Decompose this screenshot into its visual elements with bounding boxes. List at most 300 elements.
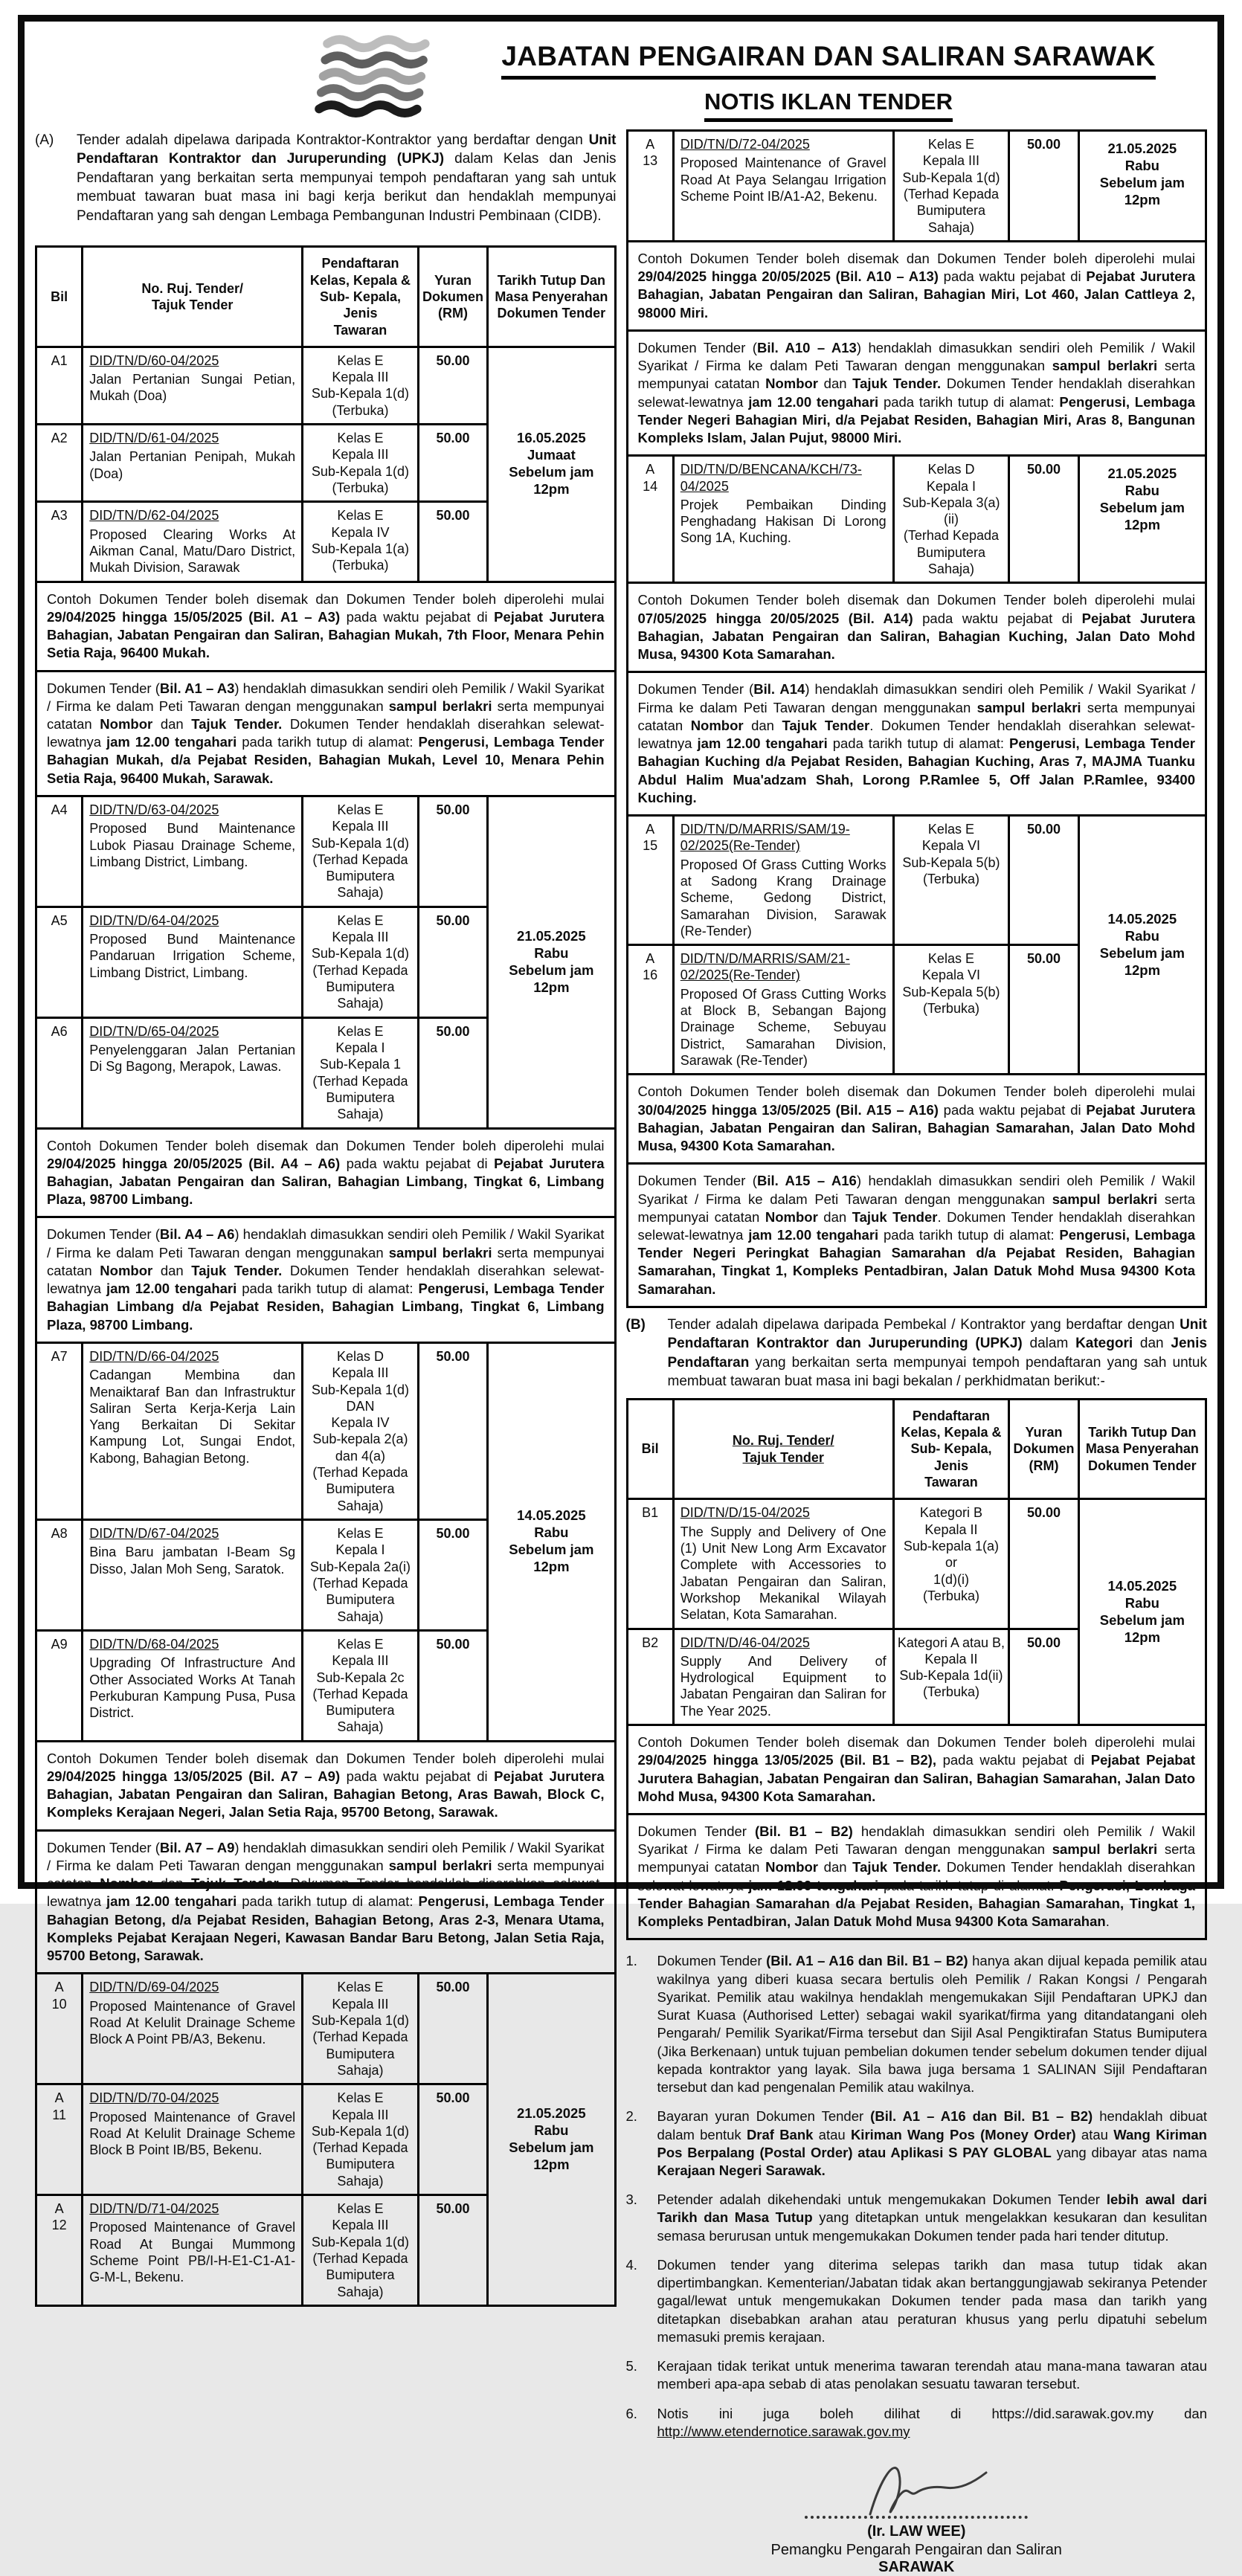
text-segment: pada tarikh tutup di alamat: xyxy=(878,393,1060,410)
signatory-organisation: SARAWAK xyxy=(878,2559,955,2576)
text-segment: pada waktu pejabat di xyxy=(340,608,495,625)
registration-line: Kepala I xyxy=(335,1542,385,1558)
ref-cell xyxy=(83,1017,303,1128)
text-segment: pada waktu pejabat di xyxy=(913,610,1082,626)
closing-date-line: Sebelum jam 12pm xyxy=(1099,1611,1185,1645)
registration-line: Sub-Kepala 2c xyxy=(316,1669,405,1685)
agency-title: JABATAN PENGAIRAN DAN SALIRAN SARAWAK xyxy=(501,41,1155,80)
text-segment: Contoh Dokumen Tender boleh disemak dan Dokumen Tender boleh diperolehi mulai xyxy=(47,1750,605,1766)
text-segment: Dokumen Tender hendaklah diserahkan selewat-lewatnya xyxy=(47,715,605,750)
registration-line: Kepala I xyxy=(926,478,976,494)
registration-line: Kepala III xyxy=(332,2218,389,2233)
closing-date-line: Sebelum jam 12pm xyxy=(1099,944,1185,978)
fee-cell: 50.00 xyxy=(1009,1629,1078,1725)
header-line: Tarikh Tutup Dan xyxy=(1088,1425,1197,1440)
text-segment: dan xyxy=(1133,1336,1171,1352)
masthead-titles xyxy=(450,33,1207,122)
text-segment: jam 12.00 tengahari xyxy=(748,393,879,410)
ref-cell xyxy=(673,1499,893,1629)
bil-cell xyxy=(36,1520,83,1631)
tender-ref-number: DID/TN/D/MARRIS/SAM/21-02/2025(Re-Tender) xyxy=(680,951,850,983)
registration-line: (Terhad Kepada xyxy=(312,1073,408,1089)
text-segment: Dokumen Tender hendaklah diserahkan selewat-lewatnya xyxy=(47,1262,605,1297)
text-segment: Kiriman Wang Pos (Money Order) xyxy=(850,2126,1076,2142)
bil-cell xyxy=(627,1629,673,1725)
fee-cell: 50.00 xyxy=(418,2195,487,2306)
signatory-name: (Ir. LAW WEE) xyxy=(867,2523,966,2540)
header-line: Tajuk Tender xyxy=(152,297,234,313)
text-segment: Pengerusi, Lembaga Tender Negeri Peringkat Bahagian Samarahan d/a Pejabat Residen, Bahagian Samarahan, Tingkat 1, Kompleks Pentadbiran, Jalan Datuk Mohd Musa 94300 Kota Samarahan. xyxy=(637,1227,1195,1297)
table-header-row xyxy=(627,1399,1206,1499)
text-segment: ) hendaklah dimasukkan sendiri oleh Pemilik / Wakil Syarikat / Firma ke dalam Peti Tawaran dengan menggunakan xyxy=(47,1839,605,1873)
footnote-item xyxy=(626,2191,1208,2245)
tender-ref-number: DID/TN/D/60-04/2025 xyxy=(89,352,219,368)
closing-date-cell xyxy=(488,1342,615,1741)
bil-line: A2 xyxy=(51,431,68,446)
registration-line: (Terhad Kepada xyxy=(312,962,408,978)
text-segment: sampul berlakri xyxy=(1052,1191,1158,1207)
col-header-bil xyxy=(627,1399,673,1499)
text-segment: Nombor xyxy=(765,1208,818,1225)
fee-cell: 50.00 xyxy=(418,1017,487,1128)
footnote-number: 4. xyxy=(625,2256,637,2273)
left-column xyxy=(35,129,617,2307)
text-segment: Pejabat Jurutera Bahagian, Jabatan Pengairan dan Saliran, Bahagian Kuching, Jalan Dato Mohd Musa, 94300 Kota Samarahan. xyxy=(637,610,1195,663)
col-header-bil xyxy=(36,247,83,347)
text-segment: Bil. A15 – A16 xyxy=(756,1173,857,1189)
tender-table xyxy=(626,1398,1208,1726)
registration-line: (Terhad Kepada xyxy=(312,851,408,867)
fee-cell: 50.00 xyxy=(1009,815,1078,944)
text-segment: sampul berlakri xyxy=(1052,358,1158,374)
registration-cell xyxy=(303,796,419,907)
text-segment: jam 12.00 tengahari xyxy=(748,1877,879,1893)
text-segment: Dokumen Tender hendaklah diserahkan selewat-lewatnya xyxy=(637,376,1196,410)
header-line: Pendaftaran xyxy=(912,1408,990,1423)
text-segment: dan xyxy=(818,376,853,392)
closing-date-line: Sebelum jam 12pm xyxy=(1099,500,1185,533)
tender-table xyxy=(626,454,1208,584)
header-line: Dokumen Tender xyxy=(1088,1458,1197,1473)
tender-table xyxy=(626,814,1208,1075)
tender-ref-number: DID/TN/D/46-04/2025 xyxy=(680,1635,810,1650)
text-segment: dalam xyxy=(1022,1336,1076,1352)
registration-line: Bumiputera Sahaja) xyxy=(326,2157,395,2189)
registration-line: Kelas D xyxy=(927,462,975,477)
ref-cell xyxy=(83,347,303,424)
text-segment: Dokumen Tender ( xyxy=(47,1226,160,1243)
text-segment: dan xyxy=(743,717,782,733)
text-segment: sampul berlakri xyxy=(388,1244,492,1260)
ref-cell xyxy=(83,502,303,582)
tender-row-A4 xyxy=(36,796,616,907)
text-segment: 29/04/2025 hingga 13/05/2025 (Bil. A7 – A9) xyxy=(47,1768,341,1784)
two-column-layout xyxy=(35,129,1207,2576)
bil-cell xyxy=(36,2195,83,2306)
tender-ref-number: DID/TN/D/61-04/2025 xyxy=(89,431,219,446)
text-segment: Unit Pendaftaran Kontraktor dan Juruperunding (UPKJ) xyxy=(667,1316,1207,1352)
registration-line: Sub-kepala 1(a) or xyxy=(903,1538,999,1571)
text-segment: (Bil. B1 – B2) xyxy=(755,1823,853,1839)
tender-title: The Supply and Delivery of One (1) Unit New Long Arm Excavator Complete with Accessories to Jabatan Pengairan dan Saliran, Workshop Mekanikal Wilayah Selatan, Kota Samarahan. xyxy=(680,1524,887,1623)
ref-cell xyxy=(83,796,303,907)
col-header-tarikh xyxy=(488,247,615,347)
bil-line: A xyxy=(646,137,655,152)
tender-title: Jalan Pertanian Sungai Petian, Mukah (Doa) xyxy=(89,372,296,404)
registration-cell xyxy=(303,1342,419,1519)
text-segment: Nombor xyxy=(690,717,744,733)
page-border-frame xyxy=(18,15,1224,2576)
registration-line: Kategori A atau B, xyxy=(897,1635,1005,1650)
closing-date-cell xyxy=(488,796,615,1128)
text-segment: Notis ini juga boleh dilihat di https://did.sarawak.gov.my dan xyxy=(657,2405,1207,2421)
text-segment: serta mempunyai catatan xyxy=(47,698,605,732)
registration-line: Kepala I xyxy=(335,1040,385,1055)
tender-title: Proposed Of Grass Cutting Works at Sadong Krang Drainage Scheme, Gedong District, Samarahan Division, Sarawak (Re-Tender) xyxy=(680,857,887,938)
text-segment: pada waktu pejabat di xyxy=(936,1752,1091,1768)
text-segment: ) hendaklah dimasukkan sendiri oleh Pemilik / Wakil Syarikat / Firma ke dalam Peti Tawaran dengan menggunakan xyxy=(637,681,1195,715)
tender-title: Supply And Delivery of Hydrological Equipment to Jabatan Pengairan dan Saliran for The Year 2025. xyxy=(680,1653,887,1719)
closing-date-line: 14.05.2025 xyxy=(517,1507,586,1524)
signature-dotted-line xyxy=(805,2516,1028,2519)
text-segment: Tajuk Tender xyxy=(190,1875,279,1892)
registration-line: Bumiputera Sahaja) xyxy=(326,979,395,1011)
bil-cell xyxy=(36,1974,83,2084)
text-segment: sampul berlakri xyxy=(1052,1841,1158,1858)
registration-line: Kelas E xyxy=(337,1023,384,1039)
text-segment: 29/04/2025 hingga 15/05/2025 (Bil. A1 – A3) xyxy=(47,608,341,625)
text-segment: yang ditetapkan untuk mengelakkan kesukaran dan kesulitan semasa berurusan untuk mengemukakan Dokumen tender pada hari tender ditutup. xyxy=(657,2209,1207,2244)
registration-line: Sub-Kepala 3(a)(ii) xyxy=(902,495,1000,527)
header-line: Pendaftaran xyxy=(321,256,399,271)
tender-table xyxy=(35,245,617,582)
registration-line: Sub-Kepala 1d(ii) xyxy=(899,1668,1003,1684)
text-segment: . Dokumen Tender hendaklah diserahkan selewat-lewatnya xyxy=(637,717,1195,752)
registration-line: (Terbuka) xyxy=(922,1588,979,1603)
bil-line: 13 xyxy=(643,153,658,169)
section-label: (B) xyxy=(625,1316,646,1333)
registration-line: (Terhad Kepada xyxy=(312,1575,408,1591)
registration-line: Bumiputera Sahaja) xyxy=(916,544,985,577)
tender-row-A7 xyxy=(36,1342,616,1519)
text-segment: serta mempunyai catatan xyxy=(637,358,1195,392)
notice-title: NOTIS IKLAN TENDER xyxy=(704,88,953,122)
bil-cell xyxy=(36,1017,83,1128)
bil-line: A xyxy=(646,462,655,477)
registration-line: Kepala III xyxy=(332,819,389,834)
closing-date-line: 21.05.2025 xyxy=(1107,466,1177,482)
header-line: Masa Penyerahan xyxy=(495,289,608,304)
header-line: Dokumen xyxy=(422,289,483,304)
note-paragraph xyxy=(626,582,1208,673)
ref-cell xyxy=(83,2195,303,2306)
bil-cell xyxy=(627,456,673,583)
registration-cell xyxy=(303,1017,419,1128)
tender-ref-number: DID/TN/D/MARRIS/SAM/19-02/2025(Re-Tender) xyxy=(680,821,850,854)
text-segment: Tender adalah dipelawa daripada Pembekal / Kontraktor yang berdaftar dengan xyxy=(667,1316,1180,1333)
col-header-tarikh xyxy=(1078,1399,1206,1499)
tender-title: Proposed Maintenance of Gravel Road At Kelulit Drainage Scheme Block B Point IB/B5, Bekenu. xyxy=(89,2109,296,2158)
bil-cell xyxy=(36,502,83,582)
fee-cell: 50.00 xyxy=(418,1974,487,2084)
registration-line: Kepala III xyxy=(332,1365,389,1381)
closing-date-cell xyxy=(1078,456,1206,583)
note-paragraph xyxy=(626,329,1208,457)
text-segment: Jenis Pendaftaran xyxy=(667,1336,1208,1371)
text-segment: Nombor xyxy=(100,715,153,732)
registration-cell xyxy=(303,1630,419,1741)
tender-ref-number: DID/TN/D/69-04/2025 xyxy=(89,1980,219,1995)
footnote-item xyxy=(626,2357,1208,2393)
text-segment: hendaklah dimasukkan sendiri oleh Pemilik / Wakil Syarikat / Firma ke dalam Peti Tawaran dengan menggunakan xyxy=(637,1823,1196,1858)
text-segment: Pejabat Jurutera Bahagian, Jabatan Pengairan dan Saliran, Bahagian Mukah, 7th Floor, Menara Pehin Setia Raja, 96400 Mukah. xyxy=(47,608,605,661)
registration-cell xyxy=(303,1974,419,2084)
registration-line: Kepala IV xyxy=(331,524,390,540)
fee-cell: 50.00 xyxy=(418,2084,487,2195)
closing-date-cell xyxy=(488,347,615,582)
text-segment: ) hendaklah dimasukkan sendiri oleh Pemilik / Wakil Syarikat / Firma ke dalam Peti Tawaran dengan menggunakan xyxy=(47,1226,605,1260)
tender-ref-number: DID/TN/D/68-04/2025 xyxy=(89,1636,219,1652)
registration-line: (Terhad Kepada xyxy=(312,1686,408,1701)
header-line: (RM) xyxy=(1029,1458,1059,1473)
registration-line: DAN xyxy=(346,1398,375,1414)
note-paragraph xyxy=(35,1127,617,1219)
section-intro-text xyxy=(77,131,617,225)
registration-cell xyxy=(303,907,419,1017)
closing-date-cell xyxy=(1078,1499,1206,1725)
bil-line: A xyxy=(54,2090,64,2106)
footnote-text xyxy=(657,1952,1208,2096)
text-segment: yang berkaitan serta mempunyai tempoh pendaftaran yang sah untuk membuat tawaran buat masa ini bagi bekalan / perkhidmatan berikut:- xyxy=(667,1354,1207,1390)
fee-cell: 50.00 xyxy=(418,1342,487,1519)
tender-ref-number: DID/TN/D/64-04/2025 xyxy=(89,912,219,928)
footnote-text xyxy=(657,2357,1208,2393)
registration-line: (Terhad Kepada xyxy=(312,2251,408,2267)
header-line: Kelas, Kepala & xyxy=(901,1425,1002,1440)
fee-cell: 50.00 xyxy=(1009,1499,1078,1629)
registration-line: Kelas E xyxy=(337,1526,384,1542)
bil-line: 11 xyxy=(52,2107,66,2122)
text-segment: Contoh Dokumen Tender boleh disemak dan Dokumen Tender boleh diperolehi mulai xyxy=(637,1083,1195,1100)
text-segment: serta mempunyai catatan xyxy=(637,1841,1195,1875)
text-segment: ) hendaklah dimasukkan sendiri oleh Pemilik / Wakil Syarikat / Firma ke dalam Peti Tawaran dengan menggunakan xyxy=(637,339,1195,374)
text-segment: Contoh Dokumen Tender boleh disemak dan Dokumen Tender boleh diperolehi mulai xyxy=(47,1137,605,1153)
text-segment: sampul berlakri xyxy=(388,1857,492,1873)
text-segment: Pejabat Jurutera Bahagian, Jabatan Pengairan dan Saliran, Bahagian Betong, Aras Bawah, Block C, Kompleks Kerajaan Negeri, Jalan Setia Raja, 95700 Betong, Sarawak. xyxy=(47,1768,605,1820)
fee-cell: 50.00 xyxy=(418,796,487,907)
note-paragraph xyxy=(626,1073,1208,1165)
registration-cell xyxy=(893,131,1009,242)
registration-line: (Terhad Kepada xyxy=(312,2140,408,2156)
registration-line: Kelas E xyxy=(337,1636,384,1652)
ref-cell xyxy=(83,425,303,502)
ref-cell xyxy=(83,907,303,1017)
text-segment: Tajuk Tender. xyxy=(852,1859,942,1875)
header-line: No. Ruj. Tender/ xyxy=(732,1433,834,1449)
closing-date-line: 21.05.2025 xyxy=(517,2105,586,2122)
text-segment: Kategori xyxy=(1075,1336,1133,1352)
section-intro-text xyxy=(668,1316,1208,1391)
registration-line: Kelas E xyxy=(927,821,974,837)
text-segment: Tajuk Tender. xyxy=(191,1262,283,1278)
note-paragraph xyxy=(35,1740,617,1832)
registration-line: Kelas D xyxy=(336,1348,384,1364)
footnote-number: 1. xyxy=(625,1953,637,1969)
text-segment: dan xyxy=(152,1875,191,1892)
text-segment: Bayaran yuran Dokumen Tender xyxy=(657,2108,871,2125)
section-intro xyxy=(626,1316,1208,1391)
tender-title: Proposed Of Grass Cutting Works at Block B, Sebangan Bajong Drainage Scheme, Sebuyau District, Samarahan Division, Sarawak (Re-Tender) xyxy=(680,986,887,1069)
footnote-text xyxy=(657,2191,1208,2245)
text-segment: Draf Bank xyxy=(746,2126,814,2142)
text-segment: jam 12.00 tengahari xyxy=(106,734,237,750)
closing-date-line: Sebelum jam 12pm xyxy=(509,962,594,995)
text-segment: Dokumen Tender ( xyxy=(637,1173,757,1189)
bil-line: A3 xyxy=(51,508,68,524)
header-line: (RM) xyxy=(438,306,468,321)
text-segment: Tajuk Tender xyxy=(852,1208,938,1225)
bil-line: A6 xyxy=(51,1023,68,1039)
text-segment: Contoh Dokumen Tender boleh disemak dan Dokumen Tender boleh diperolehi mulai xyxy=(637,250,1195,266)
right-column xyxy=(626,129,1208,2576)
registration-line: 1(d)(i) xyxy=(933,1571,969,1587)
registration-line: (Terbuka) xyxy=(922,1001,979,1017)
bil-cell xyxy=(36,347,83,424)
text-segment: hanya akan dijual kepada pemilik atau wakilnya yang diberi kuasa secara bertulis oleh Pemilik / Rakan Kongsi / Pengarah Syarikat. Pemilik atau wakilnya hendaklah mengemukakan Sijil Pendaftaran UPKJ dan Surat Kuasa (Authorised Letter) sebagai wakil syarikat/firma yang ditandatangani oleh Pengarah/ Pemilik Syarikat/Firma tersebut dan Sijil Asal Pengiktirafan Status Bumiputera (Jika Berkenaan) untuk tujuan pembelian dokumen tender sebelum dokumen tender dijual kepada kontraktor yang layak. Sila bawa juga bersama 1 SALINAN Sijil Pendaftaran tersebut dan kad pengenalan Pemilik atau wakilnya. xyxy=(657,1953,1207,2096)
col-header-ref xyxy=(673,1399,893,1499)
tender-table xyxy=(35,1342,617,1742)
registration-line: (Terhad Kepada xyxy=(312,2029,408,2045)
text-segment: Bil. A1 – A3 xyxy=(159,680,235,696)
bil-line: A5 xyxy=(51,912,68,928)
text-segment: Tajuk Tender. xyxy=(852,376,942,392)
registration-line: (Terhad Kepada xyxy=(903,528,999,544)
signature-block xyxy=(626,2452,1208,2576)
tender-title: Proposed Bund Maintenance Pandaruan Irrigation Scheme, Limbang District, Limbang. xyxy=(89,932,296,980)
text-segment: pada tarikh tutup di alamat: xyxy=(827,735,1010,752)
text-segment: sampul berlakri xyxy=(388,698,492,714)
text-segment: Nombor xyxy=(765,376,819,392)
closing-date-line: Sebelum jam 12pm xyxy=(509,1542,594,1575)
fee-cell: 50.00 xyxy=(418,425,487,502)
text-segment: Dokumen Tender hendaklah diserahkan selewat-lewatnya xyxy=(637,1859,1196,1893)
bil-line: A xyxy=(646,951,655,967)
note-paragraph xyxy=(626,671,1208,817)
registration-line: Bumiputera Sahaja) xyxy=(326,1703,395,1735)
registration-line: Sub-Kepala 1(d) xyxy=(902,170,1000,185)
text-segment: 30/04/2025 hingga 13/05/2025 (Bil. A15 – A16) xyxy=(637,1101,939,1118)
text-segment: serta mempunyai catatan xyxy=(47,1244,605,1278)
header-line: Tarikh Tutup Dan xyxy=(497,272,606,288)
text-segment: serta mempunyai catatan xyxy=(637,1191,1195,1225)
tender-table xyxy=(626,129,1208,242)
bil-cell xyxy=(627,1499,673,1629)
footnote-number: 5. xyxy=(625,2358,637,2374)
text-segment: Wang Kiriman Pos Berpalang (Postal Order) atau Aplikasi S PAY GLOBAL xyxy=(657,2126,1207,2160)
registration-line: Sub-Kepala 1(d) xyxy=(311,463,409,479)
fee-cell: 50.00 xyxy=(418,1630,487,1741)
registration-line: Kepala IV xyxy=(331,1415,390,1431)
tender-title: Cadangan Membina dan Menaiktaraf Ban dan Infrastruktur Saliran Serta Kerja-Kerja Lain Yang Berkaitan Di Sekitar Kampung Lot, Sungai Endot, Kabong, Bahagian Betong. xyxy=(89,1368,296,1466)
tender-ref-number: DID/TN/D/67-04/2025 xyxy=(89,1526,219,1542)
col-header-yuran xyxy=(1009,1399,1078,1499)
registration-line: Sub-Kepala 1(d) xyxy=(311,946,409,962)
bil-line: A4 xyxy=(51,802,68,817)
fee-cell: 50.00 xyxy=(418,347,487,424)
footnote-item xyxy=(626,1952,1208,2096)
tender-title: Proposed Maintenance of Gravel Road At Paya Selangau Irrigation Scheme Point IB/A1-A2, Bekenu. xyxy=(680,155,887,204)
tender-title: Upgrading Of Infrastructure And Other Associated Works At Tanah Perkuburan Kampung Pusa, Pusa District. xyxy=(89,1655,296,1721)
registration-line: Kelas E xyxy=(927,951,974,967)
footnotes-list xyxy=(626,1952,1208,2441)
bil-line: A9 xyxy=(51,1636,68,1652)
header-line: Tawaran xyxy=(333,322,387,338)
text-segment: 29/04/2025 hingga 13/05/2025 (Bil. B1 – B2), xyxy=(637,1752,936,1768)
text-segment: . xyxy=(1105,1913,1110,1930)
tender-row-A10 xyxy=(36,1974,616,2084)
registration-line: Kelas E xyxy=(337,802,384,817)
header-line: No. Ruj. Tender/ xyxy=(141,280,244,296)
section-intro xyxy=(35,131,617,225)
closing-date-line: 14.05.2025 xyxy=(1107,910,1177,927)
closing-date-line: Rabu xyxy=(1124,927,1159,944)
text-segment: Pejabat Jurutera Bahagian, Jabatan Pengairan dan Saliran, Bahagian Miri, Lot 460, Jalan Cattleya 2, 98000 Miri. xyxy=(637,268,1195,321)
registration-line: Sub-Kepala 1(d) xyxy=(311,2012,409,2028)
tender-title: Proposed Bund Maintenance Lubok Piasau Drainage Scheme, Limbang District, Limbang. xyxy=(89,821,296,869)
tender-title: Bina Baru jambatan I-Beam Sg Disso, Jalan Moh Seng, Saratok. xyxy=(89,1545,296,1577)
tender-row-A15 xyxy=(627,815,1206,944)
text-segment: Pengerusi, Lembaga Tender Bahagian Limbang d/a Pejabat Residen, Bahagian Limbang, Tingkat 6, Limbang Plaza, 98700 Limbang. xyxy=(47,1281,605,1333)
text-segment: . Dokumen Tender hendaklah diserahkan selewat-lewatnya xyxy=(637,1208,1195,1243)
bil-line: A xyxy=(54,1980,64,1995)
tender-ref-number: DID/TN/D/66-04/2025 xyxy=(89,1348,219,1364)
text-segment: (Bil. A1 – A16 dan Bil. B1 – B2) xyxy=(870,2108,1093,2125)
registration-line: Kelas E xyxy=(337,2201,384,2217)
bil-line: 10 xyxy=(51,1996,67,2012)
registration-line: Kepala III xyxy=(332,2107,389,2122)
registration-line: (Terbuka) xyxy=(922,1684,979,1700)
registration-cell xyxy=(303,425,419,502)
text-segment: Unit Pendaftaran Kontraktor dan Juruperunding (UPKJ) xyxy=(77,132,617,167)
ref-cell xyxy=(83,1342,303,1519)
closing-date-cell xyxy=(488,1974,615,2306)
text-segment: Tender adalah dipelawa daripada Kontraktor-Kontraktor yang berdaftar dengan xyxy=(77,132,589,148)
note-paragraph xyxy=(35,581,617,672)
col-header-ref xyxy=(83,247,303,347)
registration-cell xyxy=(893,815,1009,944)
text-segment: dan xyxy=(152,715,192,732)
text-segment: Pengerusi, Lembaga Tender Bahagian Mukah, d/a Pejabat Residen, Bahagian Mukah, Level 10, Menara Pehin Setia Raja, 96400 Mukah, Sarawak. xyxy=(47,734,605,786)
footnote-item xyxy=(626,2108,1208,2180)
tender-title: Proposed Maintenance of Gravel Road At Bungai Mummong Scheme Point PB/I-H-E1-C1-A1-G-M-L, Bekenu. xyxy=(89,2220,296,2285)
registration-line: Sub-Kepala 5(b) xyxy=(902,854,1000,870)
tender-ref-number: DID/TN/D/63-04/2025 xyxy=(89,802,219,817)
registration-line: Kepala III xyxy=(332,370,389,385)
fee-cell: 50.00 xyxy=(1009,131,1078,242)
ref-cell xyxy=(83,2084,303,2195)
ref-cell xyxy=(673,815,893,944)
section-label: (A) xyxy=(35,132,54,148)
ref-cell xyxy=(83,1630,303,1741)
registration-line: Kelas E xyxy=(337,431,384,446)
text-segment: 29/04/2025 hingga 20/05/2025 (Bil. A10 – A13) xyxy=(637,268,939,285)
masthead xyxy=(35,33,1207,122)
text-segment: Pejabat Jurutera Bahagian, Jabatan Pengairan dan Saliran, Bahagian Limbang, Tingkat 6, Limbang Plaza, 98700 Limbang. xyxy=(47,1155,605,1208)
text-segment: . Dokumen Tender hendaklah diserahkan selewat-lewatnya xyxy=(47,1875,605,1910)
text-segment: Tajuk Tender xyxy=(782,717,870,733)
bil-line: 15 xyxy=(643,838,658,854)
text-segment: Pengerusi, Lembaga Tender Negeri Bahagian Miri, d/a Pejabat Residen, Bahagian Miri, Aras 8, Bangunan Kompleks Islam, Jalan Pujut, 98000 Miri. xyxy=(637,393,1195,445)
